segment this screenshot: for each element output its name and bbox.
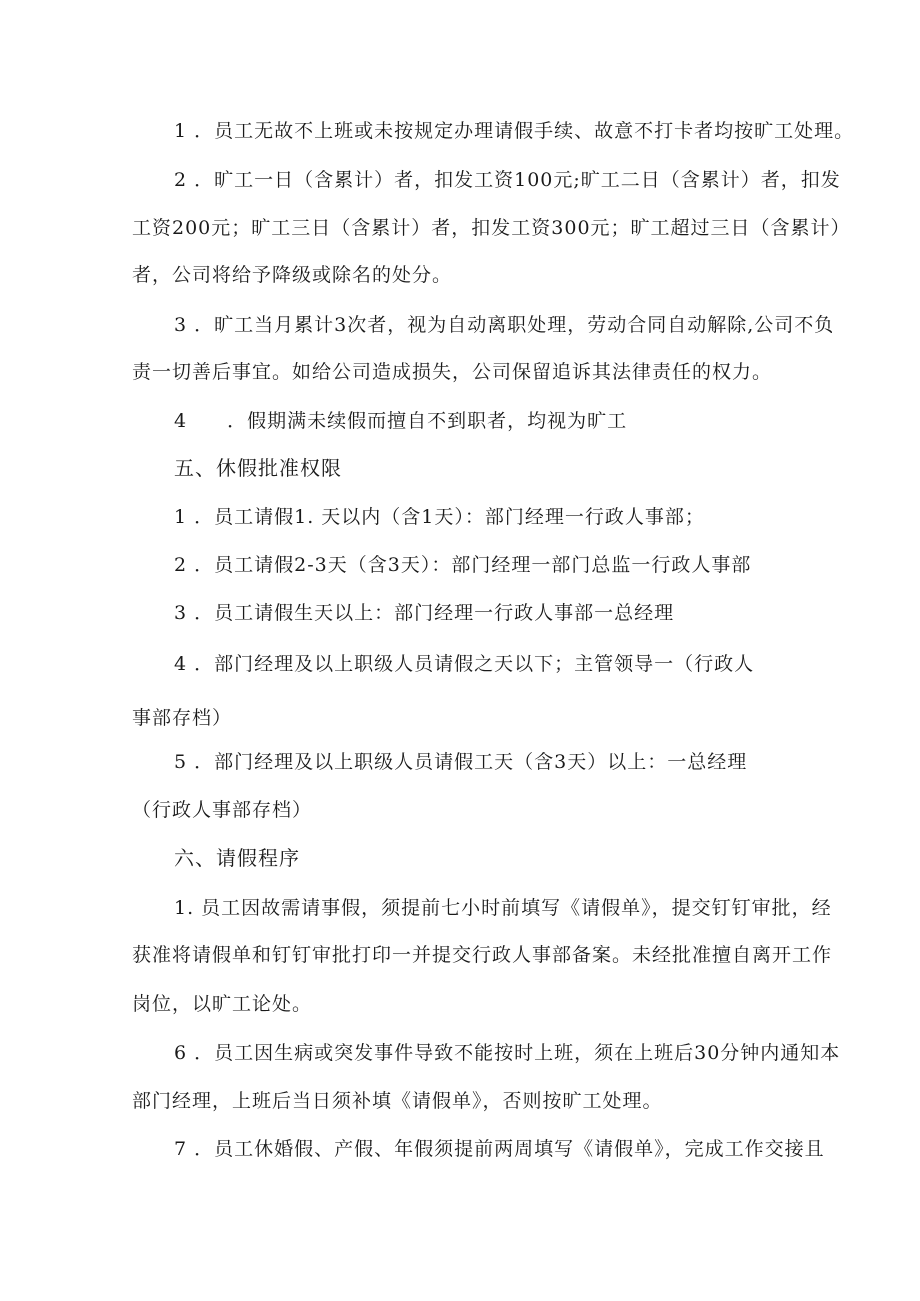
procedure-rule-7-line-1: 7 ．员工休婚假、产假、年假须提前两周填写《请假单》，完成工作交接且 [174,1138,825,1160]
approval-rule-4-line-1: 4 ．部门经理及以上职级人员请假之天以下；主管领导一（行政人 [174,653,755,675]
absence-rule-1: 1 ．员工无故不上班或未按规定办理请假手续、故意不打卡者均按旷工处理。 [174,120,855,142]
procedure-rule-1-line-3: 岗位，以旷工论处。 [132,993,313,1015]
approval-rule-1: 1 ．员工请假1. 天以内（含1天）：部门经理一行政人事部； [174,506,705,528]
absence-rule-3-line-1: 3 ．旷工当月累计3次者，视为自动离职处理，劳动合同自动解除,公司不负 [174,314,835,336]
approval-rule-5-line-2: （行政人事部存档） [132,799,313,821]
absence-rule-4: 4 ．假期满未续假而擅自不到职者，均视为旷工 [174,410,628,432]
procedure-rule-6-line-1: 6 ．员工因生病或突发事件导致不能按时上班，须在上班后30分钟内通知本 [174,1042,841,1064]
approval-rule-3: 3 ．员工请假生天以上：部门经理一行政人事部一总经理 [174,602,675,624]
absence-rule-2-line-3: 者，公司将给予降级或除名的处分。 [132,264,453,286]
section-heading-leave-procedure: 六、请假程序 [174,846,300,870]
absence-rule-3-line-2: 责一切善后事宜。如给公司造成损失，公司保留追诉其法律责任的权力。 [132,361,773,383]
approval-rule-4-line-2: 事部存档） [132,707,233,729]
procedure-rule-1-line-2: 获准将请假单和钉钉审批打印一并提交行政人事部备案。未经批准擅自离开工作 [132,944,833,966]
approval-rule-2: 2 ．员工请假2-3天（含3天）：部门经理一部门总监一行政人事部 [174,554,752,576]
absence-rule-2-line-1: 2 ．旷工一日（含累计）者，扣发工资100元;旷工二日（含累计）者，扣发 [174,169,841,191]
procedure-rule-6-line-2: 部门经理，上班后当日须补填《请假单》，否则按旷工处理。 [132,1090,663,1112]
absence-rule-2-line-2: 工资200元；旷工三日（含累计）者，扣发工资300元；旷工超过三日（含累计） [132,217,851,239]
approval-rule-5-line-1: 5 ．部门经理及以上职级人员请假工天（含3天）以上：一总经理 [174,751,748,773]
procedure-rule-1-line-1: 1. 员工因故需请事假，须提前七小时前填写《请假单》，提交钉钉审批，经 [174,897,832,919]
section-heading-leave-approval: 五、休假批准权限 [174,456,342,480]
